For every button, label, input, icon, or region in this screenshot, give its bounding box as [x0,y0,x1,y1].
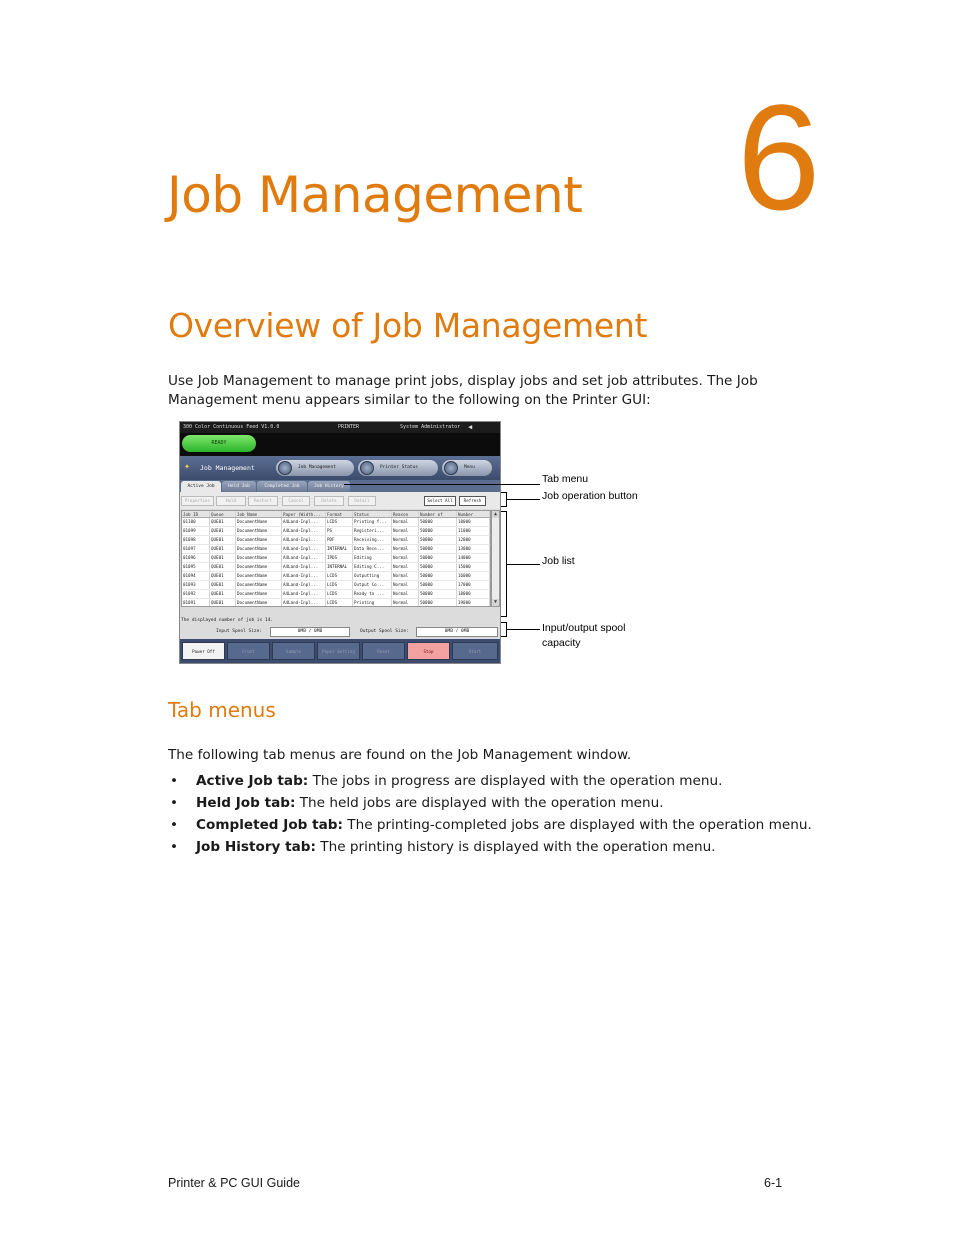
table-cell: 50000 [419,599,457,607]
list-item-term: Completed Job tab: [196,817,343,833]
cancel-button[interactable]: Cancel [282,496,310,506]
input-spool-value: 0MB / 0MB [270,627,350,637]
tab-menus-intro: The following tab menus are found on the Job Management window. [168,747,632,763]
sample-button[interactable]: Sample [272,642,315,660]
table-cell: 01097 [182,545,210,553]
table-cell: LCDS [326,599,353,607]
table-cell: DocumentName [236,599,282,607]
table-cell: DocumentName [236,527,282,535]
list-item-term: Job History tab: [196,839,316,855]
list-item-term: Active Job tab: [196,773,309,789]
nav-menu-button[interactable] [442,460,492,476]
table-cell: QUE01 [210,518,236,526]
table-row[interactable] [182,545,490,554]
table-cell: Editing [353,554,392,562]
table-cell: 50000 [419,536,457,544]
table-cell: DocumentName [236,572,282,580]
job-management-wand-icon: ✦ [184,461,191,472]
table-cell: QUE01 [210,527,236,535]
table-cell: Normal [392,581,419,589]
table-cell: A4Land-Inpl... [282,563,326,571]
power-off-button[interactable]: Power Off [182,642,225,660]
menu-icon [444,461,458,475]
column-header[interactable]: Format [326,511,353,517]
printer-status-icon [360,461,374,475]
table-cell: 50000 [419,545,457,553]
table-cell: Ready to ... [353,590,392,598]
table-cell: LCDS [326,581,353,589]
properties-button[interactable]: Properties [181,496,214,506]
table-cell: Normal [392,554,419,562]
job-list-header [182,511,490,518]
table-cell: LCDS [326,518,353,526]
footer-guide-title: Printer & PC GUI Guide [168,1176,300,1190]
callout-job-operation-button: Job operation button [542,490,638,502]
table-cell: DocumentName [236,518,282,526]
table-cell: QUE01 [210,563,236,571]
table-cell: A4Land-Inpl... [282,518,326,526]
table-cell: 10000 [457,518,490,526]
table-cell: 50000 [419,581,457,589]
table-row[interactable] [182,536,490,545]
column-header[interactable]: Job ID [182,511,210,517]
table-cell: QUE01 [210,536,236,544]
table-cell: 11000 [457,527,490,535]
table-cell: 50000 [419,590,457,598]
hold-button[interactable]: Hold [216,496,246,506]
output-spool-value: 0MB / 0MB [416,627,498,637]
stop-button[interactable]: Stop [407,642,450,660]
tab-held-job[interactable]: Held Job [222,481,256,492]
gui-top-bar [180,422,500,433]
job-list-scrollbar[interactable] [491,510,500,607]
table-cell: 15000 [457,563,490,571]
table-cell: QUE01 [210,599,236,607]
table-cell: Receiving... [353,536,392,544]
table-cell: A4Land-Inpl... [282,599,326,607]
table-cell: INTERNAL [326,545,353,553]
restart-button[interactable]: Restart [248,496,278,506]
nav-menu-label: Menu [464,465,475,470]
table-cell: IPDS [326,554,353,562]
table-cell: 50000 [419,563,457,571]
spool-capacity [180,625,500,639]
table-cell: 50000 [419,554,457,562]
gui-nav-bar [180,456,500,480]
list-item [168,770,808,792]
table-cell: Editing C... [353,563,392,571]
table-row[interactable] [182,590,490,599]
job-management-icon [278,461,292,475]
table-cell: QUE01 [210,590,236,598]
tab-menu [180,480,500,492]
gui-user-name: System Administrator [400,424,461,430]
table-row[interactable] [182,518,490,527]
table-cell: 01099 [182,527,210,535]
table-row[interactable] [182,527,490,536]
printer-gui-screenshot [179,421,501,664]
gui-printer-name: PRINTER [338,424,360,430]
table-cell: 13000 [457,545,490,553]
table-row[interactable] [182,572,490,581]
job-operation-bar [180,492,500,509]
job-management-label: Job Management [200,464,255,472]
table-cell: A4Land-Inpl... [282,554,326,562]
table-cell: QUE01 [210,545,236,553]
table-cell: QUE01 [210,554,236,562]
table-cell: Normal [392,536,419,544]
job-list-leader-line [507,564,540,565]
table-cell: 01092 [182,590,210,598]
table-cell: QUE01 [210,581,236,589]
list-item-desc: The jobs in progress are displayed with the operation menu. [308,773,723,789]
nav-job-management-button[interactable] [276,460,354,476]
nav-printer-status-button[interactable] [358,460,438,476]
gui-back-icon[interactable]: ◀ [468,423,473,431]
table-cell: A4Land-Inpl... [282,545,326,553]
table-cell: 19000 [457,599,490,607]
start-button[interactable]: Start [452,642,498,660]
gui-bottom-bar [180,639,500,663]
detail-button[interactable]: Detail [348,496,376,506]
table-cell: Outputting [353,572,392,580]
select-all-button[interactable]: Select All [424,496,456,506]
tab-job-history[interactable]: Job History [308,481,350,492]
table-cell: 50000 [419,518,457,526]
list-item-desc: The held jobs are displayed with the operation menu. [295,795,664,811]
chapter-title: Job Management [167,166,583,224]
reset-button[interactable]: Reset [362,642,405,660]
tab-completed-job[interactable]: Completed Job [257,481,307,492]
table-cell: 50000 [419,572,457,580]
paper-setting-button[interactable]: Paper Setting [317,642,360,660]
table-cell: A4Land-Inpl... [282,590,326,598]
list-item [168,814,812,836]
chapter-number: 6 [737,73,821,241]
list-item [168,792,808,814]
gui-product-name: 300 Color Continuous Feed V1.0.0 [183,424,280,430]
tab-active-job[interactable]: Active Job [181,481,221,492]
tab-menu-leader-line [344,484,540,485]
spool-leader-line [507,629,540,630]
table-cell: 01100 [182,518,210,526]
column-header[interactable]: Paper (Width... [282,511,326,517]
job-operation-leader-line [507,499,540,500]
callout-spool-line1: Input/output spool [542,622,626,634]
table-cell: Normal [392,563,419,571]
table-cell: Normal [392,527,419,535]
table-row[interactable] [182,581,490,590]
footer-page-number: 6-1 [764,1176,783,1190]
table-cell: Normal [392,599,419,607]
ready-indicator: READY [182,435,256,452]
refresh-button[interactable]: Refresh [459,496,486,506]
column-header[interactable]: Job Name [236,511,282,517]
table-cell: 14000 [457,554,490,562]
table-cell: Normal [392,590,419,598]
column-header[interactable]: Queue [210,511,236,517]
list-item-desc: The printing history is displayed with the operation menu. [315,839,716,855]
table-cell: A4Land-Inpl... [282,581,326,589]
table-cell: PS [326,527,353,535]
job-count-status: The displayed number of job is 14. [181,618,274,623]
table-cell: QUE01 [210,572,236,580]
table-cell: 01091 [182,599,210,607]
table-cell: Output Co... [353,581,392,589]
nav-job-management-label: Job Management [298,465,336,470]
table-row[interactable] [182,599,490,607]
table-cell: DocumentName [236,563,282,571]
table-cell: A4Land-Inpl... [282,527,326,535]
list-item-term: Held Job tab: [196,795,296,811]
table-cell: 01094 [182,572,210,580]
callout-spool-line2: capacity [542,637,581,649]
table-cell: 01098 [182,536,210,544]
table-cell: LCDS [326,590,353,598]
table-cell: 12000 [457,536,490,544]
table-cell: 17000 [457,581,490,589]
section-title: Overview of Job Management [168,306,648,345]
table-cell: DocumentName [236,590,282,598]
table-cell: PDF [326,536,353,544]
table-cell: Printing [353,599,392,607]
table-row[interactable] [182,563,490,572]
tab-menus-heading: Tab menus [168,698,276,722]
table-cell: DocumentName [236,581,282,589]
table-cell: A4Land-Inpl... [282,572,326,580]
table-cell: Printing f... [353,518,392,526]
table-cell: 01096 [182,554,210,562]
column-header[interactable]: Status [353,511,392,517]
nav-printer-status-label: Printer Status [380,465,418,470]
table-cell: A4Land-Inpl... [282,536,326,544]
table-cell: Normal [392,545,419,553]
column-header[interactable]: Number of [419,511,457,517]
list-item-desc: The printing-completed jobs are displayed with the operation menu. [342,817,812,833]
scroll-down-icon[interactable]: ▼ [493,599,497,605]
table-cell: DocumentName [236,554,282,562]
intro-paragraph: Use Job Management to manage print jobs, display jobs and set job attributes. The Job Management menu appears similar to the following on the Printer GUI: [168,373,758,408]
table-cell: LCDS [326,572,353,580]
table-cell: Normal [392,572,419,580]
table-cell: Data Rece... [353,545,392,553]
callout-tab-menu: Tab menu [542,473,589,485]
delete-button[interactable]: Delete [314,496,344,506]
table-cell: 01093 [182,581,210,589]
table-cell: Registeri... [353,527,392,535]
table-cell: DocumentName [236,545,282,553]
column-header[interactable]: Reason [392,511,419,517]
callout-job-list: Job list [542,555,575,567]
tab-menus-list [168,770,812,858]
table-cell: INTERNAL [326,563,353,571]
table-cell: 16000 [457,572,490,580]
table-row[interactable] [182,554,490,563]
input-spool-label: Input Spool Size: [216,629,263,634]
table-cell: 18000 [457,590,490,598]
table-cell: 50000 [419,527,457,535]
job-list [181,510,491,607]
column-header[interactable]: Number [457,511,490,517]
table-cell: DocumentName [236,536,282,544]
table-cell: Normal [392,518,419,526]
list-item [168,836,808,858]
output-spool-label: Output Spool Size: [360,629,409,634]
table-cell: 01095 [182,563,210,571]
front-button[interactable]: Front [227,642,270,660]
scroll-up-icon[interactable]: ▲ [493,511,497,517]
